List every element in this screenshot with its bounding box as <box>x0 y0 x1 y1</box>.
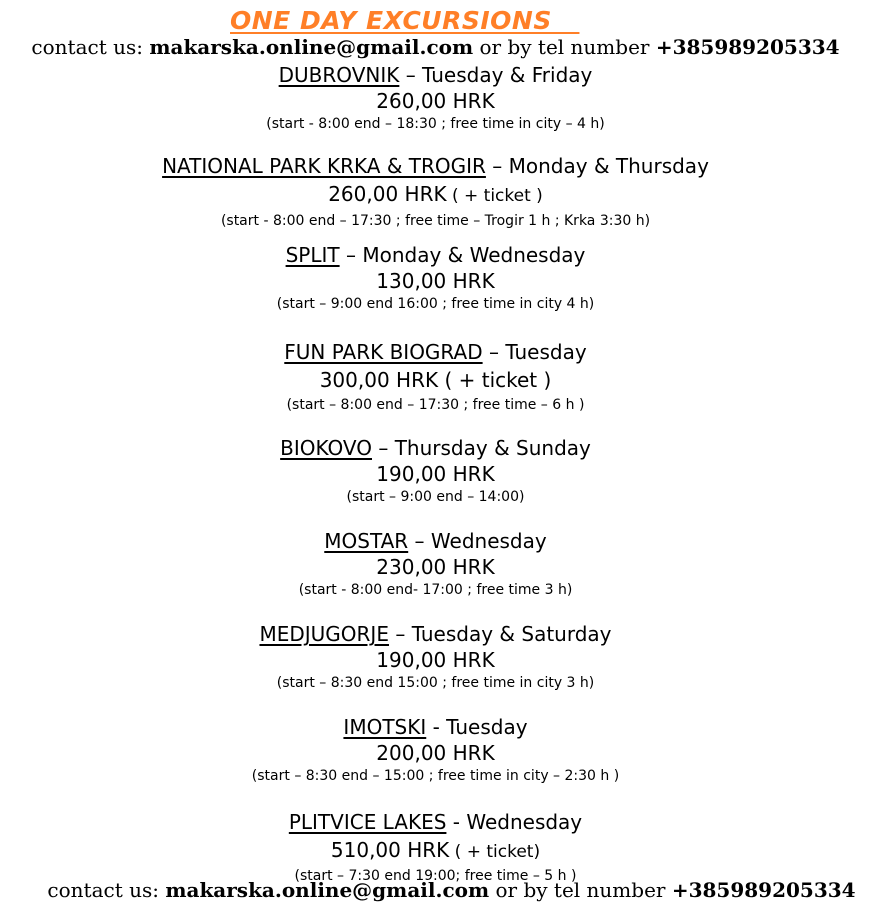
tour-info: (start - 8:00 end – 17:30 ; free time – Trogir 1 h ; Krka 3:30 h) <box>220 213 651 229</box>
tour-price-extra: ( + ticket) <box>449 842 541 862</box>
tour-info: (start – 8:30 end – 15:00 ; free time in city – 2:30 h ) <box>251 768 620 784</box>
page-title: ONE DAY EXCURSIONS <box>230 6 580 35</box>
tour-split <box>0 242 871 314</box>
tour-name: PLITVICE LAKES <box>288 810 447 834</box>
tour-imotski <box>0 714 871 786</box>
tour-price-extra: ( + ticket ) <box>446 186 543 206</box>
contact-email: makarska.online@gmail.com <box>149 35 474 59</box>
tour-price: 300,00 HRK ( + ticket ) <box>319 368 552 392</box>
tour-price: 130,00 HRK <box>376 269 495 293</box>
contact-phone: +385989205334 <box>671 878 856 902</box>
tour-name: MEDJUGORJE <box>259 622 389 646</box>
tour-days: – Monday & Wednesday <box>339 243 586 267</box>
contact-line-top <box>0 34 871 60</box>
contact-email: makarska.online@gmail.com <box>165 878 490 902</box>
tour-plitvice-lakes <box>0 809 871 885</box>
tour-name: IMOTSKI <box>343 715 427 739</box>
tour-price: 190,00 HRK <box>376 648 495 672</box>
tour-biokovo <box>0 435 871 507</box>
tour-info: (start - 8:00 end- 17:00 ; free time 3 h) <box>298 582 573 598</box>
tour-price: 260,00 HRK <box>328 182 447 206</box>
tour-days: - Wednesday <box>446 810 583 834</box>
tour-krka-trogir <box>0 153 871 231</box>
tour-name: NATIONAL PARK KRKA & TROGIR <box>162 154 486 178</box>
tour-info: (start – 7:30 end 19:00; free time – 5 h ) <box>294 868 577 884</box>
tour-info: (start – 9:00 end – 14:00) <box>346 489 525 505</box>
tour-fun-park-biograd <box>0 339 871 415</box>
tour-days: – Monday & Thursday <box>485 154 709 178</box>
tour-info: (start – 9:00 end 16:00 ; free time in city 4 h) <box>276 296 595 312</box>
tour-days: – Thursday & Sunday <box>372 436 591 460</box>
tour-name: SPLIT <box>285 243 340 267</box>
tour-days: – Tuesday & Saturday <box>388 622 612 646</box>
contact-prefix: contact us: <box>47 878 166 902</box>
contact-line-bottom <box>16 877 871 903</box>
tour-dubrovnik <box>0 62 871 134</box>
tour-info: (start - 8:00 end – 18:30 ; free time in city – 4 h) <box>266 116 605 132</box>
tour-price: 200,00 HRK <box>376 741 495 765</box>
tour-price: 230,00 HRK <box>376 555 495 579</box>
tour-days: – Tuesday <box>482 340 587 364</box>
contact-middle: or by tel number <box>489 878 672 902</box>
tour-mostar <box>0 528 871 600</box>
tour-medjugorje <box>0 621 871 693</box>
tour-days: – Tuesday & Friday <box>399 63 593 87</box>
contact-prefix: contact us: <box>31 35 150 59</box>
tour-info: (start – 8:30 end 15:00 ; free time in city 3 h) <box>276 675 595 691</box>
tour-days: – Wednesday <box>408 529 547 553</box>
tour-info: (start – 8:00 end – 17:30 ; free time – 6 h ) <box>286 397 585 413</box>
tour-price: 510,00 HRK <box>330 838 450 862</box>
tour-name: FUN PARK BIOGRAD <box>284 340 483 364</box>
tour-days: - Tuesday <box>426 715 528 739</box>
tour-name: DUBROVNIK <box>278 63 400 87</box>
tour-name: BIOKOVO <box>280 436 372 460</box>
tour-price: 190,00 HRK <box>376 462 495 486</box>
contact-phone: +385989205334 <box>655 35 840 59</box>
tour-name: MOSTAR <box>324 529 409 553</box>
tour-price: 260,00 HRK <box>376 89 495 113</box>
contact-middle: or by tel number <box>473 35 656 59</box>
